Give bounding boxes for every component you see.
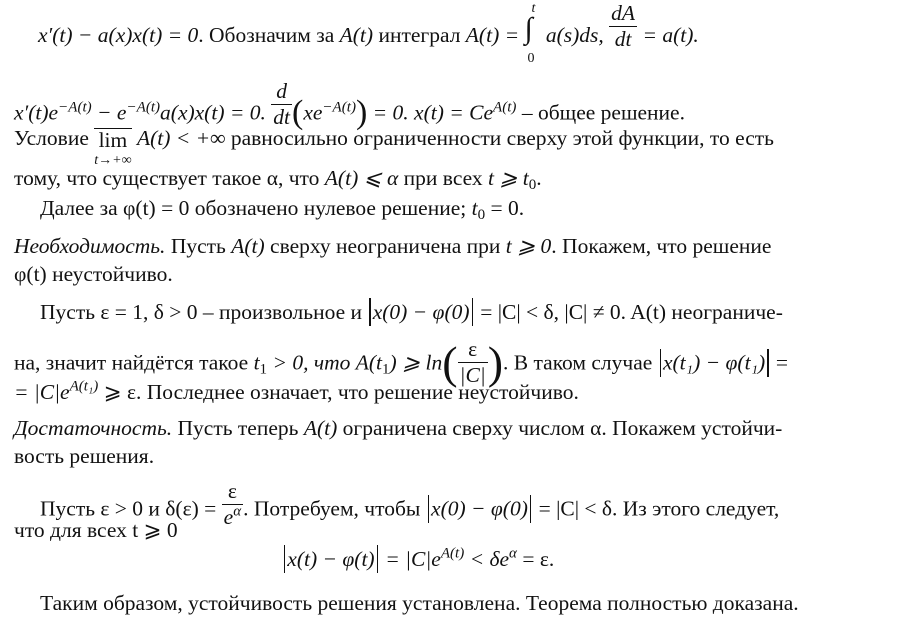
exponent: −A(t) <box>58 99 92 116</box>
math: A(t) < +∞ <box>131 126 226 150</box>
equation-line-1 <box>38 1 699 66</box>
text: ограничена сверху числом α. Покажем устойчи- <box>337 416 783 440</box>
math-At: A(t) <box>339 22 374 47</box>
fraction-d-dt <box>271 80 292 129</box>
fraction-eps-e-alpha <box>222 480 243 529</box>
math: ) ⩾ ln <box>389 350 443 375</box>
text-line-5 <box>40 196 525 223</box>
text-line-14 <box>14 520 178 542</box>
text: равносильно ограниченности сверху этой функции, то есть <box>225 126 774 150</box>
abs-bar-left <box>428 495 429 523</box>
text: = <box>770 350 789 375</box>
abs-bar-right <box>767 349 768 377</box>
text: = |C| < δ. Из этого следует, <box>533 496 780 521</box>
text-line-3 <box>14 128 774 168</box>
text: сверху неограничена при <box>264 234 506 258</box>
left-paren: ( <box>291 93 304 131</box>
abs-bar-left <box>284 545 285 573</box>
text: тому, что существует такое α, что <box>14 166 325 190</box>
text: = 0. <box>485 196 525 220</box>
text: вость решения. <box>14 444 155 468</box>
lim-subscript: t→+∞ <box>94 152 132 168</box>
text: Далее за φ(t) = 0 обозначено нулевое решение; <box>40 196 472 220</box>
text: = |C| < δ, |C| ≠ 0. A(t) неограниче- <box>474 299 783 324</box>
exponent: −A(t) <box>126 99 161 116</box>
math-At-def: A(t) = <box>465 22 520 47</box>
abs-bar-left <box>369 298 370 326</box>
left-paren: ( <box>442 336 458 388</box>
text: φ(t) неустойчиво. <box>14 262 173 286</box>
text: – общее решение. <box>516 100 685 125</box>
text: . Обозначим за <box>198 22 340 47</box>
integral-sign: ∫ t 0 <box>524 1 536 66</box>
integral-lower: 0 <box>527 51 535 66</box>
text: = ε. <box>516 546 555 571</box>
math: − e <box>91 100 127 125</box>
abs-bar-left <box>660 349 661 377</box>
text-line-8 <box>40 300 783 328</box>
math: A(t) ⩽ α <box>324 166 399 190</box>
exponent: α <box>233 503 242 520</box>
math: t ⩾ 0 <box>505 234 552 258</box>
text: . <box>536 166 542 190</box>
sufficiency-heading: Достаточность. <box>14 416 173 440</box>
math: x(t₁) − φ(t₁) <box>662 350 766 375</box>
ode-equation: x′(t) − a(x)x(t) = 0 <box>38 22 199 47</box>
math: a(x)x(t) = 0. <box>160 100 266 125</box>
math: x′(t)e <box>14 100 59 125</box>
math: A(t) <box>303 416 338 440</box>
math: x(t) − φ(t) <box>287 546 375 571</box>
lim-word: lim <box>94 128 131 152</box>
subscript: 1 <box>259 361 268 378</box>
math-rhs: = a(t). <box>642 22 699 47</box>
text: Пусть ε > 0 и δ(ε) = <box>40 496 222 521</box>
conclusion-text: Таким образом, устойчивость решения установлена. Теорема полностью доказана. <box>40 591 799 615</box>
frac-den: dt <box>609 26 637 52</box>
subscript: 0 <box>477 206 486 223</box>
text-line-12 <box>14 446 154 468</box>
subscript: 1 <box>382 361 390 378</box>
exponent: α <box>509 545 517 562</box>
necessity-heading: Необходимость. <box>14 234 166 258</box>
right-paren: ) <box>487 336 504 388</box>
frac-num: ε <box>468 337 478 361</box>
fraction-dA-dt <box>609 2 637 51</box>
text: . Потребуем, чтобы <box>243 496 426 521</box>
necessity-heading-line <box>14 236 771 258</box>
text: что для всех t ⩾ 0 <box>14 518 178 542</box>
text: . В таком случае <box>503 350 658 375</box>
exponent: A(t) <box>493 99 517 116</box>
math: = |C|e <box>379 546 441 571</box>
math: = 0. x(t) = Ce <box>372 100 494 125</box>
frac-den: e <box>223 504 234 529</box>
integral-upper: t <box>531 1 536 16</box>
math: xe <box>303 100 323 125</box>
exponent: −A(t) <box>322 99 356 116</box>
abs-bar-right <box>530 495 531 523</box>
frac-den: dt <box>273 104 290 129</box>
math: x(0) − φ(0) <box>431 496 528 521</box>
sufficiency-heading-line <box>14 418 782 440</box>
frac-num: ε <box>227 479 237 503</box>
math: t <box>471 196 478 220</box>
subscript: 0 <box>528 176 537 193</box>
display-equation <box>282 547 554 575</box>
exponent: A(t₁) <box>69 378 99 395</box>
frac-num: dA <box>611 1 636 26</box>
text-line-7 <box>14 264 173 286</box>
math: > 0, что A(t <box>267 350 383 375</box>
text: Пусть <box>165 234 232 258</box>
text: Условие <box>14 126 95 150</box>
math: < δe <box>464 546 510 571</box>
text: Пусть ε = 1, δ > 0 – произвольное и <box>40 299 368 324</box>
frac-den: |C| <box>459 362 486 387</box>
math: = |C|e <box>14 380 70 404</box>
math: A(t) <box>231 234 265 258</box>
text-line-10 <box>14 378 579 404</box>
text: ⩾ ε. Последнее означает, что решение неустойчиво. <box>98 380 579 404</box>
text: интеграл <box>373 22 466 47</box>
text: . Покажем, что решение <box>551 234 772 258</box>
limsup-operator <box>94 128 131 168</box>
frac-num: d <box>276 79 287 103</box>
text: на, значит найдётся такое <box>14 350 254 375</box>
right-paren: ) <box>355 93 368 131</box>
math: t ⩾ t <box>488 166 529 190</box>
conclusion-line <box>40 593 799 615</box>
exponent: A(t) <box>440 545 465 562</box>
text: при всех <box>398 166 489 190</box>
math: t <box>253 350 260 375</box>
abs-bar-right <box>377 545 378 573</box>
text: Пусть теперь <box>172 416 304 440</box>
math: x(0) − φ(0) <box>372 299 470 324</box>
integrand: a(s)ds, <box>545 22 604 47</box>
abs-bar-right <box>472 298 473 326</box>
text-line-4 <box>14 166 542 193</box>
